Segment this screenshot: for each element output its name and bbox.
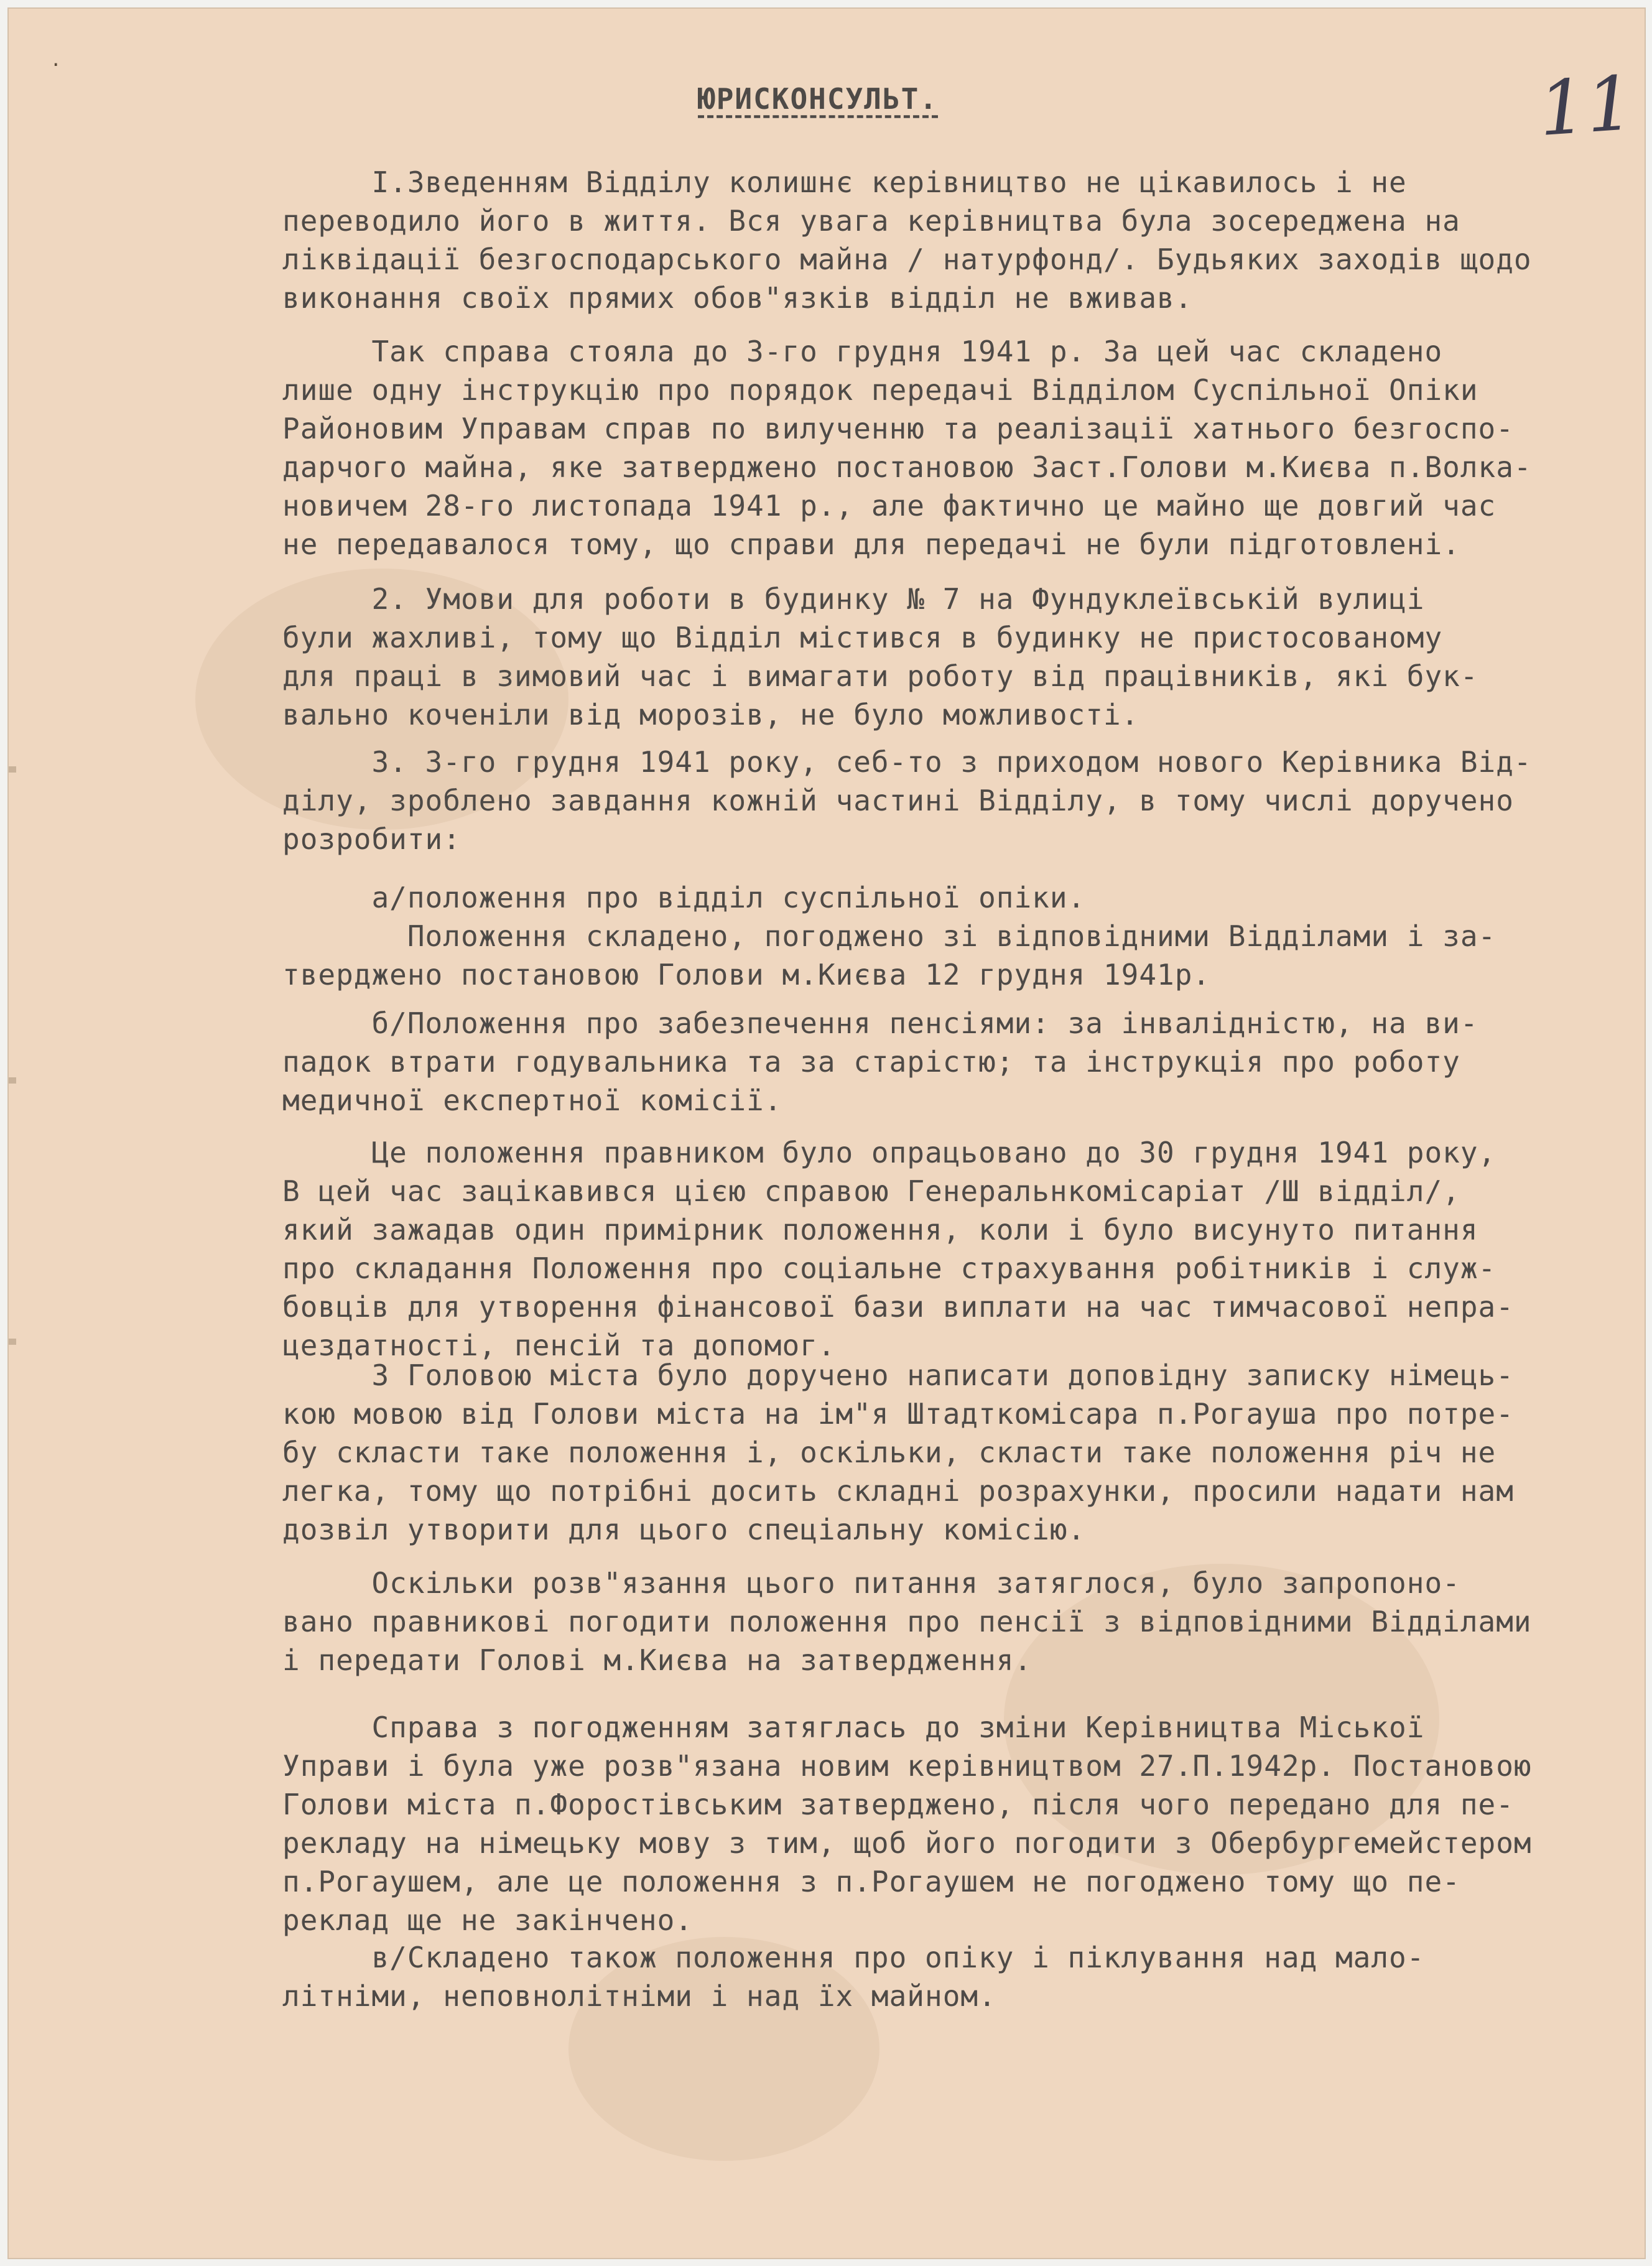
text-line: Справа з погодженням затяглась до зміни Керівництва Міської bbox=[282, 1711, 1425, 1744]
text-line: бу скласти таке положення і, оскільки, скласти таке положення річ не bbox=[282, 1436, 1497, 1469]
paragraph-4 bbox=[282, 743, 1626, 858]
text-line: Голови міста п.Форостівським затверджено, після чого передано для пе- bbox=[282, 1788, 1514, 1821]
text-line: З Головою міста було доручено написати доповідну записку німець- bbox=[282, 1358, 1514, 1392]
text-line: були жахливі, тому що Відділ містився в будинку не пристосованому bbox=[282, 621, 1443, 654]
text-line: ділу, зроблено завдання кожній частині Відділу, в тому числі доручено bbox=[282, 784, 1514, 817]
paragraph-6 bbox=[282, 1004, 1626, 1120]
paragraph-8 bbox=[282, 1356, 1626, 1549]
text-line: Оскільки розв"язання цього питання затяглося, було запропоно- bbox=[282, 1566, 1460, 1600]
paragraph-1 bbox=[282, 163, 1626, 317]
paragraph-2 bbox=[282, 332, 1626, 564]
text-line: Так справа стояла до 3-го грудня 1941 р. За цей час складено bbox=[282, 335, 1443, 368]
handwritten-page-number: 11 bbox=[1536, 60, 1637, 154]
text-line: літніми, неповнолітніми і над їх майном. bbox=[282, 1979, 996, 2013]
text-line: легка, тому що потрібні досить складні розрахунки, просили надати нам bbox=[282, 1474, 1514, 1508]
text-line: вано правникові погодити положення про пенсії з відповідними Відділами bbox=[282, 1605, 1532, 1638]
text-line: I.Зведенням Відділу колишнє керівництво не цікавилось і не bbox=[282, 165, 1407, 199]
document-page bbox=[7, 7, 1646, 2259]
document-heading: ЮРИСКОНСУЛЬТ. bbox=[698, 82, 939, 116]
text-line: Управи і була уже розв"язана новим керівництвом 27.П.1942р. Постановою bbox=[282, 1749, 1532, 1783]
paragraph-7 bbox=[282, 1133, 1626, 1365]
text-line: дарчого майна, яке затверджено постановою Заст.Голови м.Києва п.Волка- bbox=[282, 450, 1532, 484]
text-line: тверджено постановою Голови м.Києва 12 грудня 1941р. bbox=[282, 958, 1211, 991]
paragraph-9 bbox=[282, 1564, 1626, 1679]
text-line: В цей час зацікавився цією справою Генеральнкомісаріат /Ш відділ/, bbox=[282, 1174, 1460, 1208]
binding-mark bbox=[9, 766, 16, 773]
text-line: падок втрати годувальника та за старістю; та інструкція про роботу bbox=[282, 1045, 1460, 1079]
text-line: а/положення про відділ суспільної опіки. bbox=[282, 881, 1086, 914]
text-line: про складання Положення про соціальне страхування робітників і служ- bbox=[282, 1251, 1497, 1285]
paragraph-11 bbox=[282, 1938, 1626, 2015]
text-line: Положення складено, погоджено зі відповідними Відділами і за- bbox=[282, 919, 1497, 953]
corner-mark: · bbox=[52, 52, 60, 78]
paragraph-5 bbox=[282, 878, 1626, 994]
text-line: б/Положення про забезпечення пенсіями: за інвалідністю, на ви- bbox=[282, 1006, 1478, 1040]
text-line: в/Складено також положення про опіку і піклування над мало- bbox=[282, 1941, 1425, 1974]
text-line: розробити: bbox=[282, 822, 461, 856]
text-line: виконання своїх прямих обов"язків відділ не вживав. bbox=[282, 281, 1193, 315]
text-line: не передавалося тому, що справи для передачі не були підготовлені. bbox=[282, 527, 1460, 561]
binding-mark bbox=[9, 1077, 16, 1084]
text-line: п.Рогаушем, але це положення з п.Рогаушем не погоджено тому що пе- bbox=[282, 1865, 1460, 1898]
text-line: Районовим Управам справ по вилученню та реалізації хатнього безгоспо- bbox=[282, 412, 1514, 445]
text-line: 3. 3-го грудня 1941 року, себ-то з приходом нового Керівника Від- bbox=[282, 745, 1532, 779]
text-line: 2. Умови для роботи в будинку № 7 на Фундуклеївській вулиці bbox=[282, 582, 1425, 616]
paragraph-10 bbox=[282, 1708, 1626, 1939]
text-line: медичної експертної комісії. bbox=[282, 1084, 782, 1117]
text-line: дозвіл утворити для цього спеціальну комісію. bbox=[282, 1513, 1086, 1546]
text-line: Це положення правником було опрацьовано до 30 грудня 1941 року, bbox=[282, 1136, 1497, 1169]
paragraph-3 bbox=[282, 580, 1626, 734]
text-line: кою мовою від Голови міста на ім"я Штадткомісара п.Рогауша про потре- bbox=[282, 1397, 1514, 1431]
binding-mark bbox=[9, 1339, 16, 1345]
text-line: реклад ще не закінчено. bbox=[282, 1903, 693, 1937]
text-line: бовців для утворення фінансової бази виплати на час тимчасової непра- bbox=[282, 1290, 1514, 1324]
text-line: який зажадав один примірник положення, коли і було висунуто питання bbox=[282, 1213, 1478, 1247]
text-line: лише одну інструкцію про порядок передачі Відділом Суспільної Опіки bbox=[282, 373, 1478, 407]
text-line: переводило його в життя. Вся увага керівництва була зосереджена на bbox=[282, 204, 1460, 238]
text-line: новичем 28-го листопада 1941 р., але фактично це майно ще довгий час bbox=[282, 489, 1497, 522]
text-line: вально коченіли від морозів, не було можливості. bbox=[282, 698, 1139, 731]
text-line: ліквідації безгосподарського майна / натурфонд/. Будьяких заходів щодо bbox=[282, 243, 1532, 276]
text-line: рекладу на німецьку мову з тим, щоб його погодити з Обербургемейстером bbox=[282, 1826, 1532, 1860]
text-line: цездатності, пенсій та допомог. bbox=[282, 1329, 836, 1362]
text-line: і передати Голові м.Києва на затвердження. bbox=[282, 1643, 1032, 1677]
text-line: для праці в зимовий час і вимагати роботу від працівників, які бук- bbox=[282, 659, 1478, 693]
